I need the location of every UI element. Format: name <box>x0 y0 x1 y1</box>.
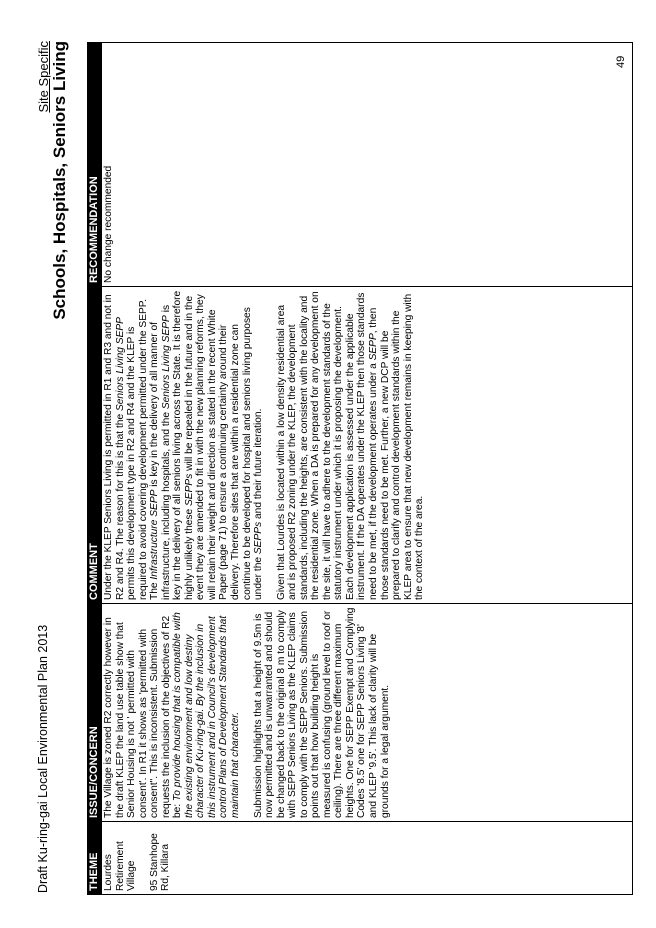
comment-italic-text: SEPPs <box>253 521 265 555</box>
comment-italic-text: SEPPs <box>183 473 195 506</box>
comment-text: Under the KLEP Seniors Living is permitted in R1 and R3 and not in R2 and R4. The reason for this is that the <box>103 294 126 600</box>
recommendation-cell: No change recommended <box>102 43 633 287</box>
comment-text: Given that Lourdes is located within a low density residential area and is proposed R2 zoning under the KLEP, the development standards, including the heights, are consistent with the locality and the residential zone. When a DA is prepared for any development on the site, it will have to adhere to the development standards of the statutory instrument under which it is proposing the development. Each development application is assessed under the applicable instrument. If the DA operates under the KLEP then those standards need to be met, if the development operates under a <box>275 291 380 600</box>
section-title: Schools, Hospitals, Seniors Living <box>50 41 69 320</box>
theme-cell <box>102 822 633 895</box>
issue-paragraph-2: Submission highlights that a height of 9.5m is now permitted and is unwarranted and should be changed back to the original 8 m to comply with SEPP Seniors Living as the KLEP claims to comply with the SEPP Seniors. Submission points out that how building height is measured is confusing (ground level to roof or ceiling). There are three different maximum heights. One for SEPP Exempt and Complying Codes '8.5' one for SEPP Seniors Living '8' and KLEP '9.5'. This lack of clarity will be grounds for a legal argument. <box>252 607 391 818</box>
issue-italic-text: To provide housing that is compatible with the existing environment and low destiny character of Ku-ring-gai. By the inclusion in this instrument and in Council's development control Plans of Development Standards that maintain that character. <box>172 612 242 818</box>
section-label <box>36 41 51 113</box>
comment-paragraph-2 <box>276 290 426 600</box>
comment-text: permits this development type in R2 and R4 and the KLEP is required to avoid covering development permitted under the SEPP. The <box>126 298 161 600</box>
comment-text: is key in the delivery of all manner of infrastructure, including hospitals, and the <box>149 321 172 600</box>
issue-text: The Village is zoned R2 correctly however in the draft KLEP the land use table show that Senior Housing is not ' permitted with consent'. In R1 it shows as 'permitted with consent". This is inconsistent. Submission requests the inclusion of the objectives of R2 be: <box>103 615 184 818</box>
comment-paragraph-1 <box>103 290 265 600</box>
document-title: Draft Ku-ring-gai Local Environmental Plan 2013 <box>36 624 50 893</box>
comment-text: is key in the delivery of all seniors living across the State. It is therefore highly unlikely these <box>160 290 195 600</box>
comment-text: , then those standards need to be met. Further, a new DCP will be prepared to clarify and control development standards within the KLEP area to ensure that new development remains in keeping with the context of the area. <box>368 293 426 600</box>
header-comment: COMMENT <box>88 287 102 604</box>
table-header-row <box>88 43 102 895</box>
comment-text: will be repealed in the future and in the event they are amended to fit in with the new planning reforms, they will retain their weight and direction as stated in the recent White Paper (page 71) to ensure a continuing certainty around their delivery. Therefore sites that are within a residential zone can continue to be developed for hospital and seniors living purposes under the <box>183 294 265 600</box>
header-issue: ISSUE/CONCERN <box>88 604 102 822</box>
issue-paragraph-1 <box>103 607 242 818</box>
issue-cell <box>102 604 633 822</box>
section-label-text: Site Specific <box>36 41 51 113</box>
theme-address: 95 Stanhope Rd, Killara <box>148 833 172 891</box>
header-recommendation: RECOMMENDATION <box>88 43 102 287</box>
theme-name: Lourdes Retirement Village <box>103 841 138 891</box>
comment-text: and their future iteration. <box>253 408 265 522</box>
comment-cell <box>102 287 633 604</box>
table-row <box>102 43 633 895</box>
page-number: 49 <box>615 55 627 68</box>
submissions-table <box>87 42 633 895</box>
comment-italic-text: SEPP <box>368 333 380 361</box>
comment-italic-text: Infrastructure SEPP <box>149 489 161 580</box>
comment-italic-text: Seniors Living SEPP <box>114 317 126 412</box>
header-theme: THEME <box>88 822 102 895</box>
comment-italic-text: Seniors Living SEPP <box>160 315 172 410</box>
